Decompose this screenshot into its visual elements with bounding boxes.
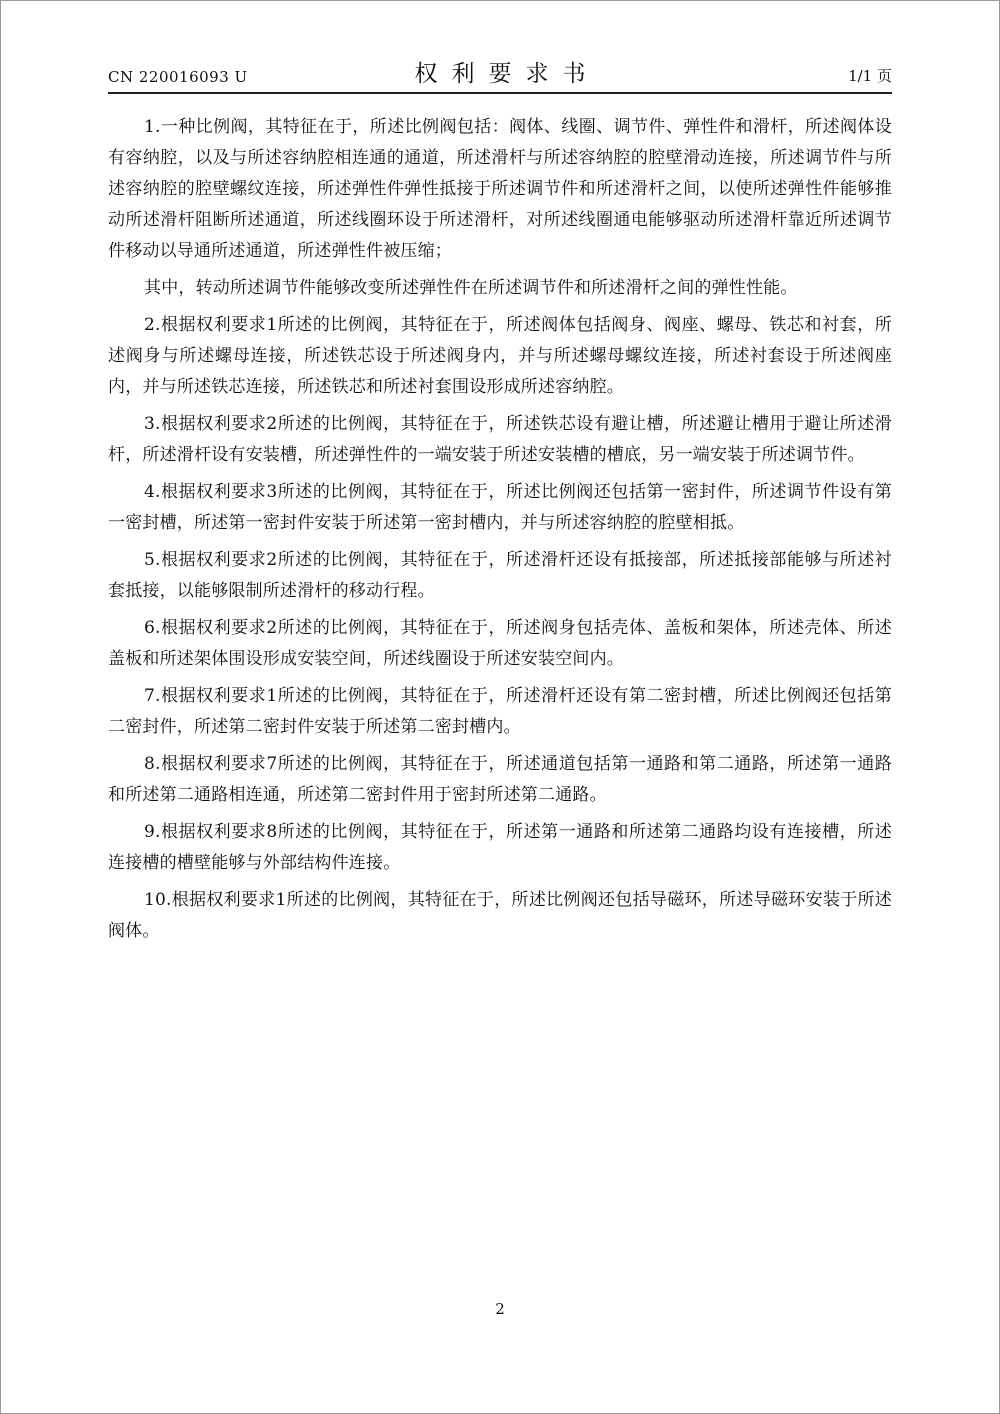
claims-body bbox=[108, 112, 892, 953]
claim-7: 7.根据权利要求1所述的比例阀，其特征在于，所述滑杆还设有第二密封槽，所述比例阀还包括第二密封件，所述第二密封件安装于所述第二密封槽内。 bbox=[108, 686, 892, 737]
header-rule bbox=[108, 92, 892, 94]
claim-10: 10.根据权利要求1所述的比例阀，其特征在于，所述比例阀还包括导磁环，所述导磁环安装于所述阀体。 bbox=[108, 890, 892, 941]
page-number: 2 bbox=[495, 1300, 505, 1318]
claim-9: 9.根据权利要求8所述的比例阀，其特征在于，所述第一通路和所述第二通路均设有连接槽，所述连接槽的槽壁能够与外部结构件连接。 bbox=[108, 822, 892, 873]
claim-8: 8.根据权利要求7所述的比例阀，其特征在于，所述通道包括第一通路和第二通路，所述第一通路和所述第二通路相连通，所述第二密封件用于密封所述第二通路。 bbox=[108, 754, 892, 805]
claim-2: 2.根据权利要求1所述的比例阀，其特征在于，所述阀体包括阀身、阀座、螺母、铁芯和衬套，所述阀身与所述螺母连接，所述铁芯设于所述阀身内，并与所述螺母螺纹连接，所述衬套设于所述阀座内，并与所述铁芯连接，所述铁芯和所述衬套围设形成所述容纳腔。 bbox=[108, 315, 892, 397]
claim-3: 3.根据权利要求2所述的比例阀，其特征在于，所述铁芯设有避让槽，所述避让槽用于避让所述滑杆，所述滑杆设有安装槽，所述弹性件的一端安装于所述安装槽的槽底，另一端安装于所述调节件。 bbox=[108, 414, 892, 465]
claim-5: 5.根据权利要求2所述的比例阀，其特征在于，所述滑杆还设有抵接部，所述抵接部能够与所述衬套抵接，以能够限制所述滑杆的移动行程。 bbox=[108, 550, 892, 601]
publication-number: CN 220016093 U bbox=[108, 68, 248, 86]
page-header bbox=[108, 58, 892, 92]
document-title: 权利要求书 bbox=[414, 61, 600, 87]
claim-1-wherein: 其中，转动所述调节件能够改变所述弹性件在所述调节件和所述滑杆之间的弹性性能。 bbox=[144, 278, 798, 298]
claim-6: 6.根据权利要求2所述的比例阀，其特征在于，所述阀身包括壳体、盖板和架体，所述壳体、所述盖板和所述架体围设形成安装空间，所述线圈设于所述安装空间内。 bbox=[108, 618, 892, 669]
page-count: 1/1 页 bbox=[848, 67, 892, 85]
claim-1: 1.一种比例阀，其特征在于，所述比例阀包括：阀体、线圈、调节件、弹性件和滑杆，所述阀体设有容纳腔，以及与所述容纳腔相连通的通道，所述滑杆与所述容纳腔的腔壁滑动连接，所述调节件与所述容纳腔的腔壁螺纹连接，所述弹性件弹性抵接于所述调节件和所述滑杆之间，以使所述弹性件能够推动所述滑杆阻断所述通道，所述线圈环设于所述滑杆，对所述线圈通电能够驱动所述滑杆靠近所述调节件移动以导通所述通道，所述弹性件被压缩； bbox=[108, 117, 892, 261]
claim-4: 4.根据权利要求3所述的比例阀，其特征在于，所述比例阀还包括第一密封件，所述调节件设有第一密封槽，所述第一密封件安装于所述第一密封槽内，并与所述容纳腔的腔壁相抵。 bbox=[108, 482, 892, 533]
